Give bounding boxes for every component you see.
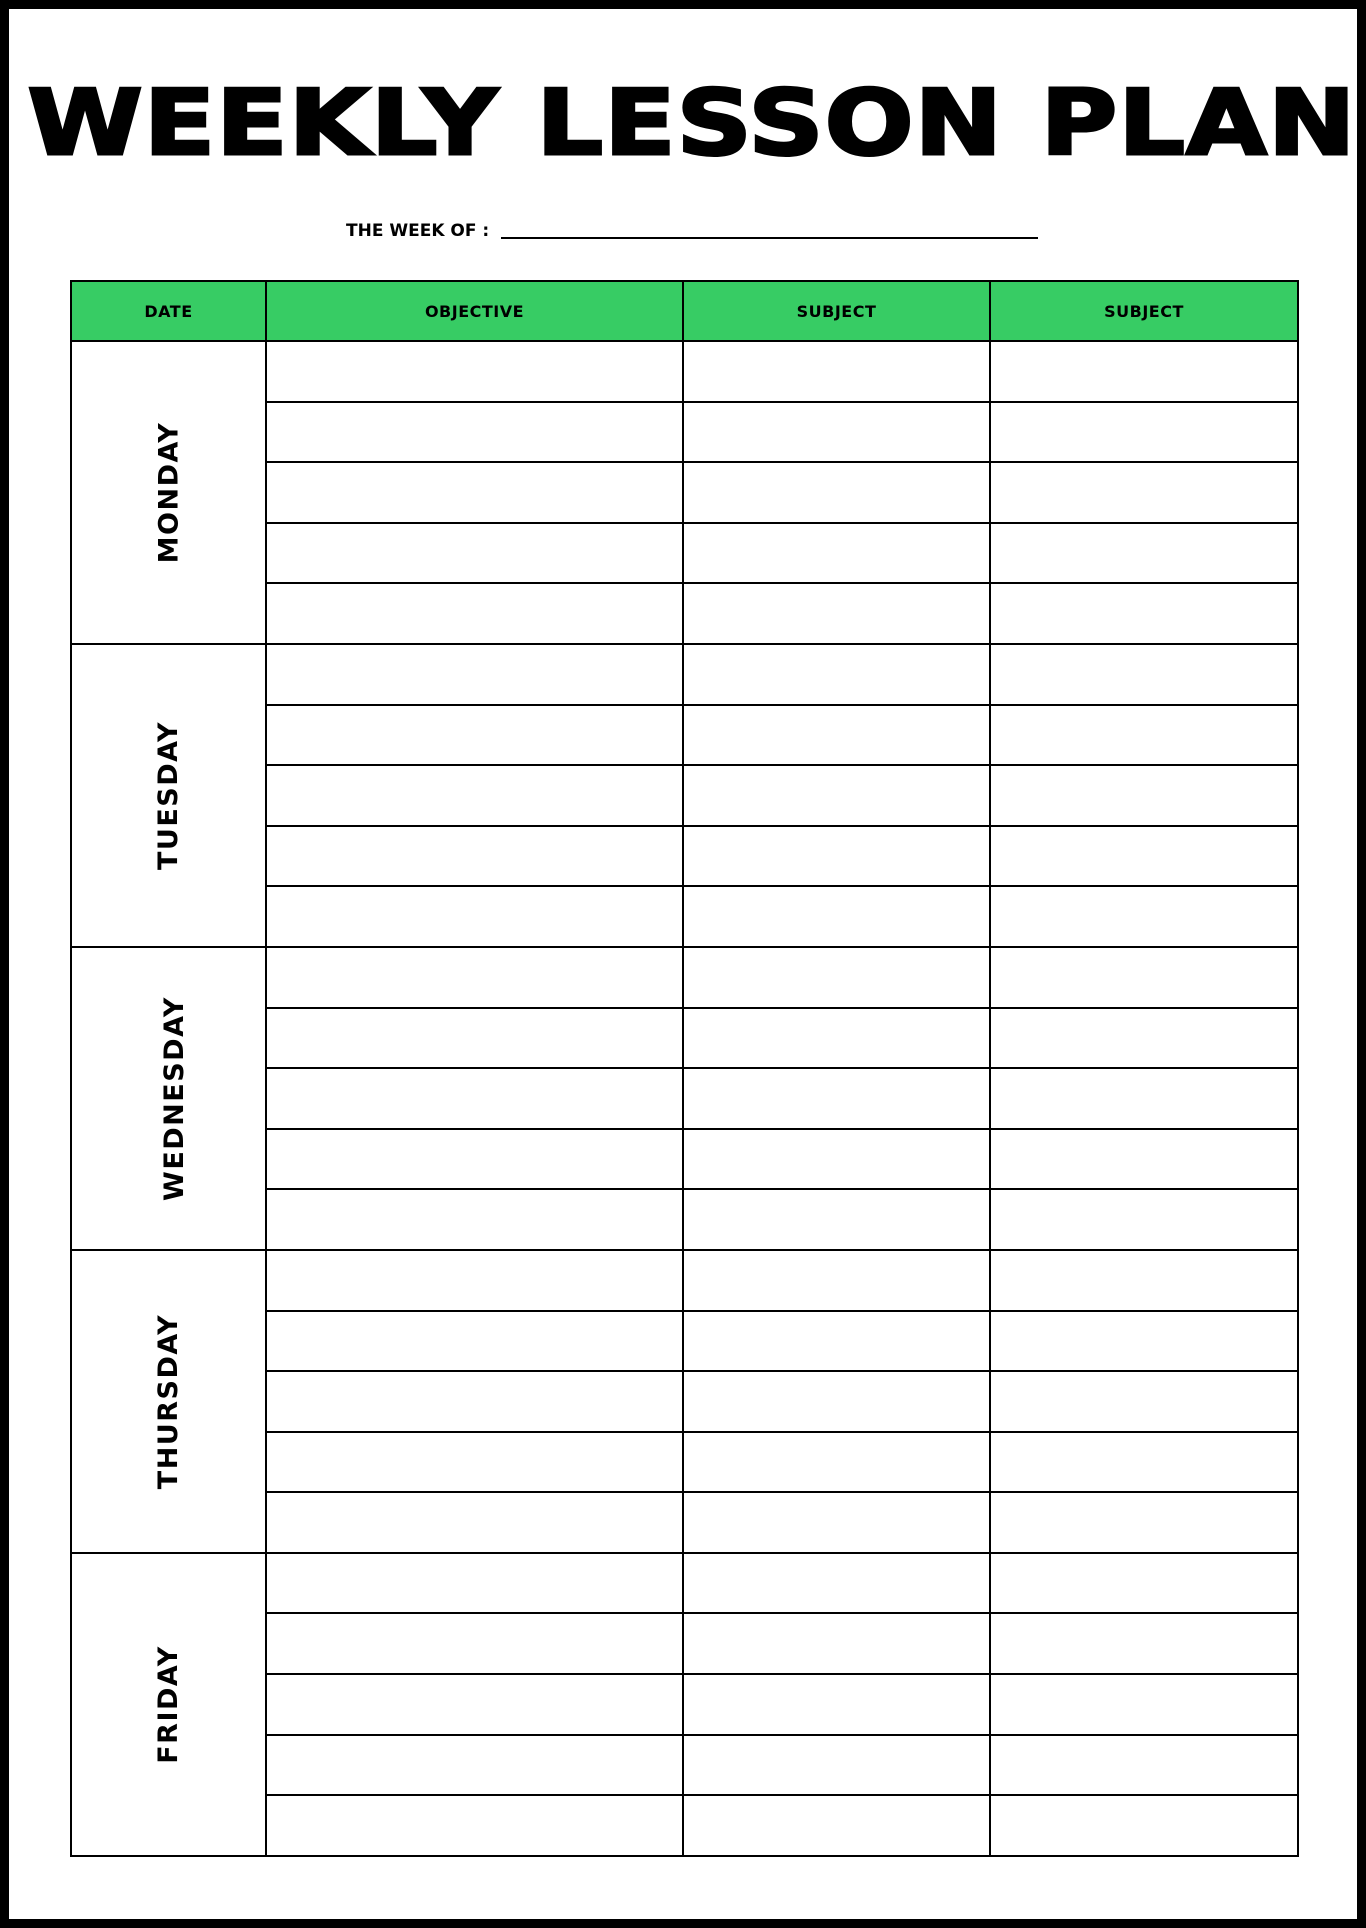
objective-cell[interactable] bbox=[266, 1674, 683, 1735]
day-cell-thursday bbox=[71, 1250, 266, 1553]
page-title: WEEKLY LESSON PLAN bbox=[27, 71, 1357, 176]
objective-cell[interactable] bbox=[266, 826, 683, 887]
subject-cell[interactable] bbox=[683, 1129, 990, 1190]
subject-cell[interactable] bbox=[990, 1311, 1298, 1372]
objective-cell[interactable] bbox=[266, 765, 683, 826]
subject-cell[interactable] bbox=[683, 1553, 990, 1614]
subject-cell[interactable] bbox=[990, 402, 1298, 463]
table-row bbox=[71, 341, 1298, 402]
day-cell-monday bbox=[71, 341, 266, 644]
week-of-row bbox=[346, 217, 1038, 241]
header-subject: SUBJECT bbox=[683, 281, 990, 341]
table-body bbox=[71, 341, 1298, 1856]
table-row bbox=[71, 1553, 1298, 1614]
subject-cell[interactable] bbox=[990, 1371, 1298, 1432]
objective-cell[interactable] bbox=[266, 1189, 683, 1250]
subject-cell[interactable] bbox=[683, 886, 990, 947]
day-label: FRIDAY bbox=[153, 1645, 184, 1764]
day-label: MONDAY bbox=[152, 421, 184, 564]
subject-cell[interactable] bbox=[990, 1250, 1298, 1311]
objective-cell[interactable] bbox=[266, 1371, 683, 1432]
table-row bbox=[71, 644, 1298, 705]
header-objective: OBJECTIVE bbox=[266, 281, 683, 341]
objective-cell[interactable] bbox=[266, 1492, 683, 1553]
subject-cell[interactable] bbox=[683, 826, 990, 887]
subject-cell[interactable] bbox=[683, 402, 990, 463]
subject-cell[interactable] bbox=[683, 523, 990, 584]
subject-cell[interactable] bbox=[990, 1068, 1298, 1129]
subject-cell[interactable] bbox=[990, 1735, 1298, 1796]
subject-cell[interactable] bbox=[683, 1008, 990, 1069]
objective-cell[interactable] bbox=[266, 1311, 683, 1372]
objective-cell[interactable] bbox=[266, 583, 683, 644]
day-cell-friday bbox=[71, 1553, 266, 1856]
objective-cell[interactable] bbox=[266, 1250, 683, 1311]
subject-cell[interactable] bbox=[990, 1492, 1298, 1553]
subject-cell[interactable] bbox=[683, 644, 990, 705]
subject-cell[interactable] bbox=[990, 705, 1298, 766]
subject-cell[interactable] bbox=[990, 1674, 1298, 1735]
subject-cell[interactable] bbox=[990, 583, 1298, 644]
day-label: WEDNESDAY bbox=[158, 995, 190, 1201]
objective-cell[interactable] bbox=[266, 705, 683, 766]
subject-cell[interactable] bbox=[990, 1129, 1298, 1190]
subject-cell[interactable] bbox=[990, 523, 1298, 584]
subject-cell[interactable] bbox=[683, 1250, 990, 1311]
subject-cell[interactable] bbox=[683, 1613, 990, 1674]
objective-cell[interactable] bbox=[266, 644, 683, 705]
table-header-row bbox=[71, 281, 1298, 341]
header-subject: SUBJECT bbox=[990, 281, 1298, 341]
subject-cell[interactable] bbox=[683, 1674, 990, 1735]
subject-cell[interactable] bbox=[990, 1613, 1298, 1674]
objective-cell[interactable] bbox=[266, 402, 683, 463]
objective-cell[interactable] bbox=[266, 523, 683, 584]
table-row bbox=[71, 1250, 1298, 1311]
subject-cell[interactable] bbox=[990, 1795, 1298, 1856]
objective-cell[interactable] bbox=[266, 1553, 683, 1614]
subject-cell[interactable] bbox=[990, 1432, 1298, 1493]
day-cell-wednesday bbox=[71, 947, 266, 1250]
objective-cell[interactable] bbox=[266, 1068, 683, 1129]
lesson-plan-table bbox=[70, 280, 1299, 1857]
subject-cell[interactable] bbox=[990, 341, 1298, 402]
day-label: THURSDAY bbox=[152, 1313, 184, 1490]
week-of-label: THE WEEK OF : bbox=[346, 221, 496, 241]
header-date: DATE bbox=[71, 281, 266, 341]
subject-cell[interactable] bbox=[990, 886, 1298, 947]
subject-cell[interactable] bbox=[683, 1432, 990, 1493]
subject-cell[interactable] bbox=[990, 1008, 1298, 1069]
week-of-field[interactable] bbox=[501, 237, 1038, 239]
subject-cell[interactable] bbox=[683, 1371, 990, 1432]
objective-cell[interactable] bbox=[266, 341, 683, 402]
subject-cell[interactable] bbox=[683, 1735, 990, 1796]
subject-cell[interactable] bbox=[683, 1795, 990, 1856]
subject-cell[interactable] bbox=[683, 341, 990, 402]
subject-cell[interactable] bbox=[990, 462, 1298, 523]
objective-cell[interactable] bbox=[266, 462, 683, 523]
objective-cell[interactable] bbox=[266, 1129, 683, 1190]
subject-cell[interactable] bbox=[683, 462, 990, 523]
objective-cell[interactable] bbox=[266, 886, 683, 947]
objective-cell[interactable] bbox=[266, 1735, 683, 1796]
subject-cell[interactable] bbox=[990, 765, 1298, 826]
objective-cell[interactable] bbox=[266, 1613, 683, 1674]
subject-cell[interactable] bbox=[683, 1492, 990, 1553]
subject-cell[interactable] bbox=[990, 947, 1298, 1008]
subject-cell[interactable] bbox=[683, 1311, 990, 1372]
subject-cell[interactable] bbox=[683, 705, 990, 766]
subject-cell[interactable] bbox=[990, 826, 1298, 887]
objective-cell[interactable] bbox=[266, 1795, 683, 1856]
subject-cell[interactable] bbox=[683, 1189, 990, 1250]
subject-cell[interactable] bbox=[990, 1189, 1298, 1250]
subject-cell[interactable] bbox=[683, 947, 990, 1008]
day-cell-tuesday bbox=[71, 644, 266, 947]
objective-cell[interactable] bbox=[266, 1008, 683, 1069]
table-row bbox=[71, 947, 1298, 1008]
day-label: TUESDAY bbox=[152, 720, 184, 870]
objective-cell[interactable] bbox=[266, 1432, 683, 1493]
subject-cell[interactable] bbox=[683, 1068, 990, 1129]
subject-cell[interactable] bbox=[990, 644, 1298, 705]
subject-cell[interactable] bbox=[683, 765, 990, 826]
objective-cell[interactable] bbox=[266, 947, 683, 1008]
subject-cell[interactable] bbox=[990, 1553, 1298, 1614]
subject-cell[interactable] bbox=[683, 583, 990, 644]
